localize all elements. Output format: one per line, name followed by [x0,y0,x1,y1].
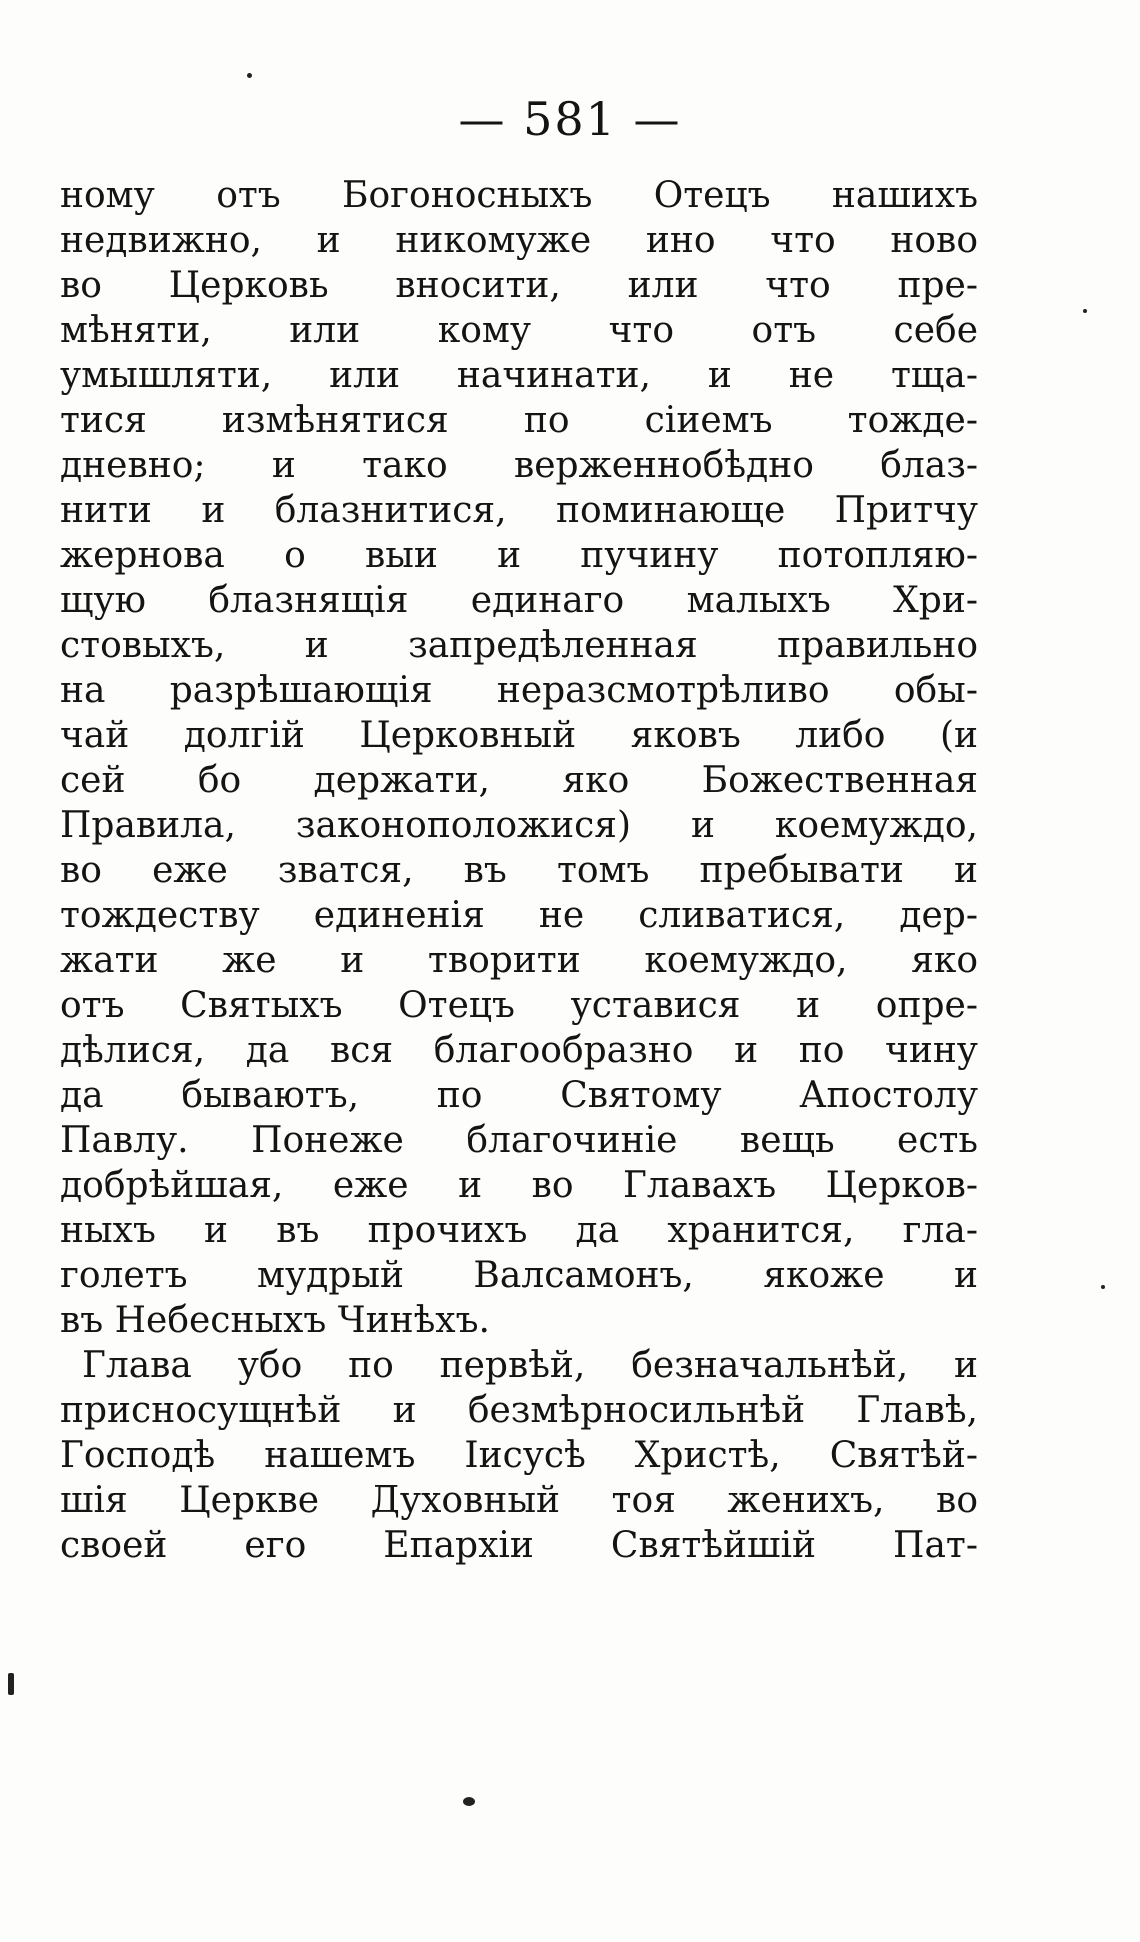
scan-speck [8,1673,14,1695]
text-line: Господѣ нашемъ Іисусѣ Христѣ, Святѣй- [60,1435,978,1476]
text-line: нити и блазнитися, поминающе Притчу [60,490,978,531]
body-text [60,173,978,1568]
text-line: добрѣйшая, еже и во Главахъ Церков- [60,1165,978,1206]
text-line: ныхъ и въ прочихъ да хранится, гла- [60,1210,978,1251]
text-line: въ Небесныхъ Чинѣхъ. [60,1300,490,1341]
text-line: на разрѣшающія неразсмотрѣливо обы- [60,670,978,711]
scan-speck [1101,1285,1105,1289]
text-line: жати же и творити коемуждо, яко [60,940,978,981]
text-line: Глава убо по первѣй, безначальнѣй, и [82,1345,978,1386]
text-line: чай долгій Церковный яковъ либо (и [60,715,978,756]
scan-speck [247,73,252,78]
text-line: сей бо держати, яко Божественная [60,760,978,801]
text-line: присносущнѣй и безмѣрносильнѣй Главѣ, [60,1390,978,1431]
text-line: Павлу. Понеже благочиніе вещь есть [60,1120,978,1161]
text-line: стовыхъ, и запредѣленная правильно [60,625,978,666]
text-line: голетъ мудрый Валсамонъ, якоже и [60,1255,978,1296]
text-line: во еже зватся, въ томъ пребывати и [60,850,978,891]
text-line: своей его Епархіи Святѣйшій Пат- [60,1525,978,1566]
text-line: шія Церкве Духовный тоя женихъ, во [60,1480,978,1521]
text-line: мѣняти, или кому что отъ себе [60,310,978,351]
text-line: тися измѣнятися по сіиемъ тожде- [60,400,978,441]
text-line: во Церковь вносити, или что пре- [60,265,978,306]
text-line: отъ Святыхъ Отецъ уставися и опре- [60,985,978,1026]
text-line: недвижно, и никомуже ино что ново [60,220,978,261]
text-line: ному отъ Богоносныхъ Отецъ нашихъ [60,175,978,216]
text-line: да бываютъ, по Святому Апостолу [60,1075,978,1116]
text-line: жернова о выи и пучину потопляю- [60,535,978,576]
text-line: тождеству единенія не сливатися, дер- [60,895,978,936]
text-line: дѣлися, да вся благообразно и по чину [60,1030,978,1071]
text-line: Правила, законоположися) и коемуждо, [60,805,978,846]
text-line: щую блазнящія единаго малыхъ Хри- [60,580,978,621]
text-line: умышляти, или начинати, и не тща- [60,355,978,396]
text-line: дневно; и тако верженнобѣдно блаз- [60,445,978,486]
scan-speck [463,1797,475,1806]
scan-speck [1083,309,1087,313]
page-number: — 581 — [458,92,682,146]
